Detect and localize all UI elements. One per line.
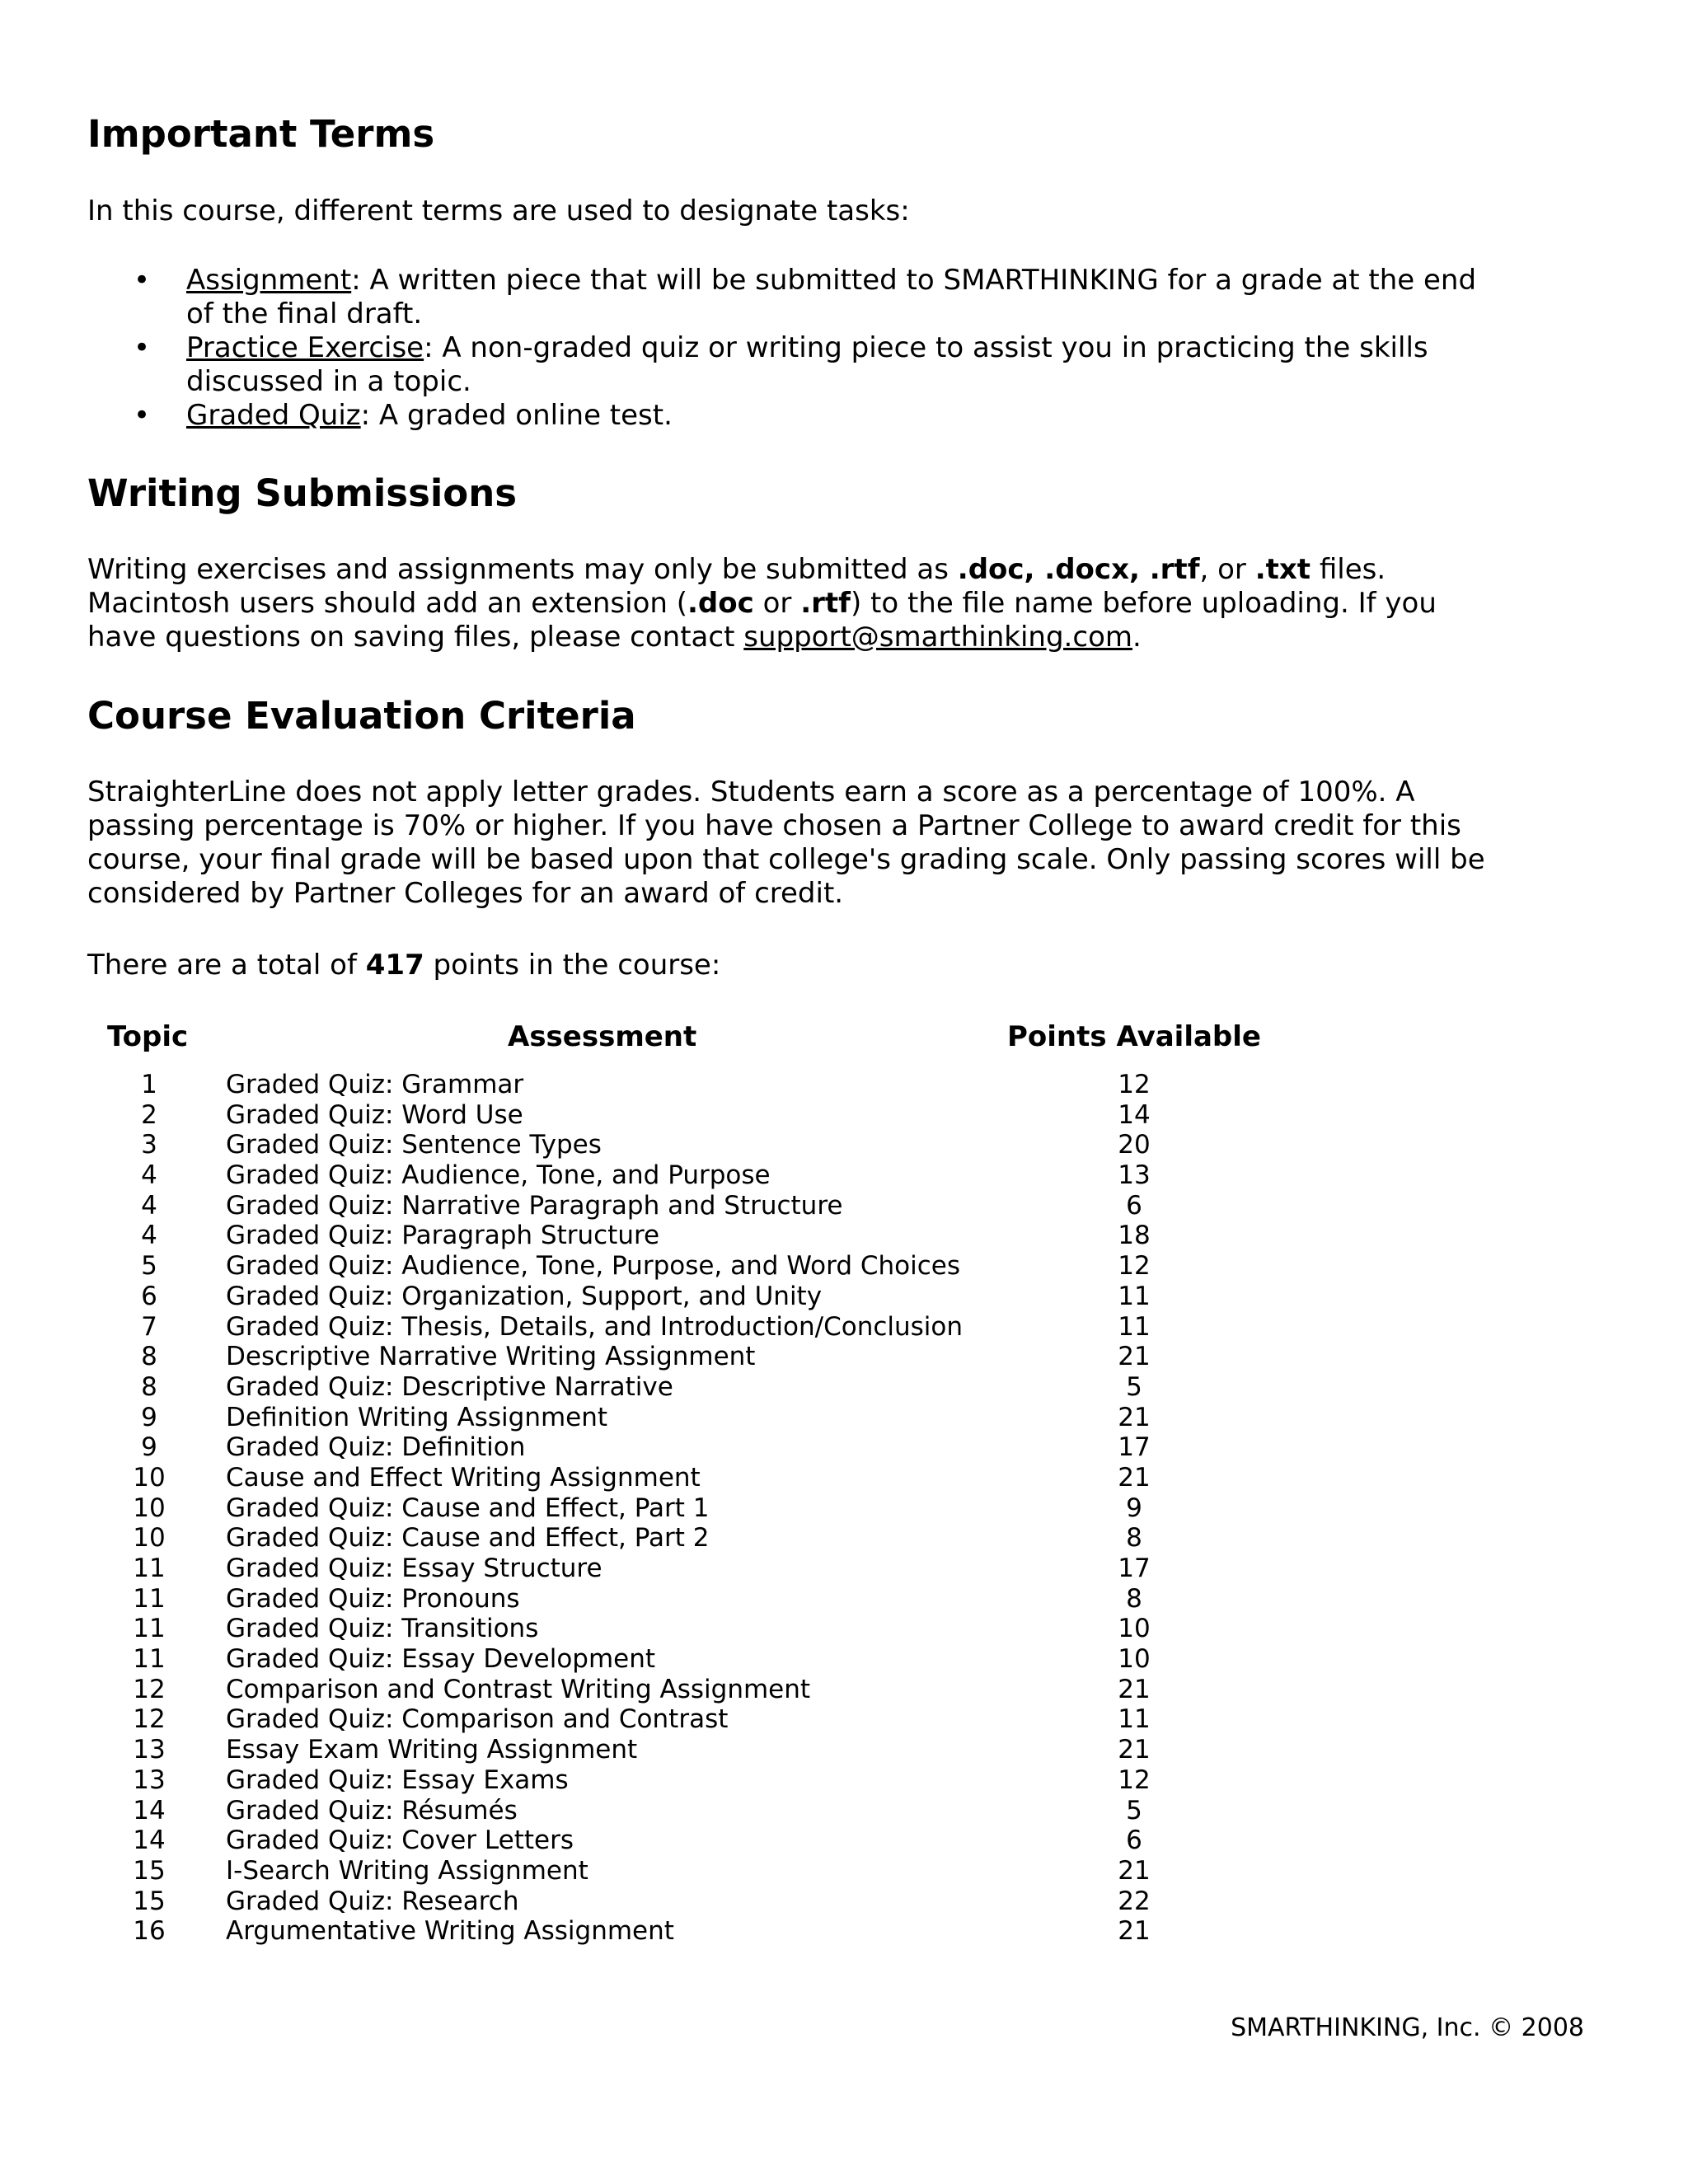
cell-assessment: Graded Quiz: Comparison and Contrast [226, 1704, 729, 1735]
cell-topic: 6 [141, 1281, 157, 1311]
text: Writing exercises and assignments may only be submitted as [87, 553, 958, 586]
support-email-link[interactable]: support@smarthinking.com [743, 621, 1132, 654]
cell-points: 6 [1126, 1825, 1142, 1856]
cell-points: 12 [1118, 1251, 1151, 1282]
cell-topic: 16 [133, 1916, 166, 1947]
cell-topic: 4 [141, 1160, 157, 1191]
cell-topic: 13 [133, 1765, 166, 1795]
evaluation-line-2: passing percentage is 70% or higher. If you have chosen a Partner College to award credit for this [87, 809, 1461, 842]
cell-assessment: Argumentative Writing Assignment [226, 1916, 674, 1947]
file-type-rtf: .rtf [800, 587, 851, 620]
cell-assessment: Graded Quiz: Definition [226, 1432, 526, 1463]
bullet-icon: • [134, 399, 151, 432]
terms-list [87, 264, 1476, 433]
cell-topic: 2 [141, 1099, 157, 1130]
cell-assessment: Graded Quiz: Essay Exams [226, 1765, 569, 1795]
cell-points: 21 [1118, 1402, 1151, 1432]
cell-topic: 5 [141, 1251, 157, 1282]
cell-topic: 8 [141, 1371, 157, 1402]
cell-assessment: Graded Quiz: Essay Structure [226, 1554, 603, 1583]
cell-topic: 11 [133, 1583, 166, 1614]
evaluation-line-3: course, your final grade will be based upon that college's grading scale. Only passing scores will be [87, 843, 1485, 876]
text: There are a total of [87, 949, 366, 982]
cell-points: 12 [1118, 1070, 1151, 1099]
cell-assessment: Graded Quiz: Cause and Effect, Part 1 [226, 1493, 710, 1523]
cell-topic: 14 [133, 1825, 166, 1856]
total-points-value: 417 [365, 949, 424, 982]
cell-topic: 9 [141, 1432, 157, 1463]
cell-topic: 7 [141, 1311, 157, 1342]
cell-assessment: Graded Quiz: Cover Letters [226, 1825, 574, 1856]
cell-points: 12 [1118, 1765, 1151, 1795]
cell-points: 17 [1118, 1432, 1151, 1463]
cell-points: 21 [1118, 1342, 1151, 1372]
cell-topic: 10 [133, 1462, 166, 1493]
list-item [87, 331, 1476, 399]
term-label: Assignment [186, 264, 352, 297]
heading-course-evaluation: Course Evaluation Criteria [87, 694, 636, 738]
text: have questions on saving files, please contact [87, 621, 744, 654]
term-definition-cont: discussed in a topic. [186, 365, 471, 398]
cell-assessment: Definition Writing Assignment [226, 1402, 608, 1432]
text: . [1132, 621, 1142, 654]
cell-assessment: Essay Exam Writing Assignment [226, 1735, 638, 1765]
cell-topic: 15 [133, 1855, 166, 1886]
evaluation-line-1: StraighterLine does not apply letter grades. Students earn a score as a percentage of 100%. A [87, 776, 1415, 808]
cell-points: 10 [1118, 1614, 1151, 1644]
cell-assessment: Graded Quiz: Grammar [226, 1070, 524, 1099]
cell-points: 21 [1118, 1674, 1151, 1704]
cell-assessment: Graded Quiz: Organization, Support, and Unity [226, 1281, 823, 1311]
cell-topic: 11 [133, 1554, 166, 1583]
cell-assessment: Graded Quiz: Descriptive Narrative [226, 1371, 673, 1402]
cell-assessment: Graded Quiz: Résumés [226, 1795, 518, 1825]
cell-points: 17 [1118, 1554, 1151, 1583]
cell-points: 18 [1118, 1221, 1151, 1251]
cell-assessment: I-Search Writing Assignment [226, 1855, 588, 1886]
cell-assessment: Graded Quiz: Pronouns [226, 1583, 520, 1614]
cell-topic: 9 [141, 1402, 157, 1432]
submissions-line-3 [87, 621, 1142, 654]
term-definition: : A written piece that will be submitted to SMARTHINKING for a grade at the end [351, 264, 1477, 297]
cell-topic: 4 [141, 1190, 157, 1221]
cell-assessment: Descriptive Narrative Writing Assignment [226, 1342, 756, 1372]
term-label: Practice Exercise [186, 331, 424, 364]
term-definition-cont: of the final draft. [186, 298, 423, 330]
column-header-topic: Topic [107, 1020, 189, 1053]
file-types: .doc, .docx, .rtf [957, 553, 1200, 586]
cell-assessment: Graded Quiz: Audience, Tone, and Purpose [226, 1160, 771, 1191]
cell-topic: 1 [141, 1070, 157, 1099]
cell-assessment: Graded Quiz: Paragraph Structure [226, 1221, 660, 1251]
cell-assessment: Graded Quiz: Transitions [226, 1614, 539, 1644]
cell-topic: 12 [133, 1704, 166, 1735]
text: files. [1311, 553, 1386, 586]
cell-points: 5 [1126, 1795, 1142, 1825]
text: or [753, 587, 801, 620]
cell-points: 13 [1118, 1160, 1151, 1191]
submissions-line-1 [87, 553, 1386, 587]
bullet-icon: • [134, 331, 151, 364]
cell-topic: 10 [133, 1493, 166, 1523]
cell-points: 22 [1118, 1886, 1151, 1916]
term-definition: : A graded online test. [360, 399, 673, 432]
heading-writing-submissions: Writing Submissions [87, 471, 518, 515]
cell-points: 21 [1118, 1462, 1151, 1493]
file-type-doc: .doc [687, 587, 754, 620]
cell-assessment: Cause and Effect Writing Assignment [226, 1462, 701, 1493]
cell-points: 10 [1118, 1644, 1151, 1675]
cell-topic: 12 [133, 1674, 166, 1704]
cell-topic: 11 [133, 1614, 166, 1644]
terms-intro: In this course, different terms are used to designate tasks: [87, 194, 910, 227]
cell-assessment: Graded Quiz: Cause and Effect, Part 2 [226, 1523, 710, 1554]
text: , or [1199, 553, 1255, 586]
heading-important-terms: Important Terms [87, 112, 435, 156]
file-type-txt: .txt [1254, 553, 1311, 586]
cell-assessment: Comparison and Contrast Writing Assignment [226, 1674, 811, 1704]
text: points in the course: [424, 949, 721, 982]
cell-assessment: Graded Quiz: Audience, Tone, Purpose, and Word Choices [226, 1251, 960, 1282]
cell-points: 6 [1126, 1190, 1142, 1221]
submissions-line-2 [87, 587, 1437, 621]
cell-points: 5 [1126, 1371, 1142, 1402]
cell-points: 14 [1118, 1099, 1151, 1130]
list-item [87, 399, 1476, 433]
cell-topic: 3 [141, 1130, 157, 1160]
list-item [87, 264, 1476, 331]
text: ) to the file name before uploading. If you [850, 587, 1437, 620]
cell-points: 11 [1118, 1311, 1151, 1342]
cell-topic: 10 [133, 1523, 166, 1554]
cell-topic: 11 [133, 1644, 166, 1675]
cell-assessment: Graded Quiz: Sentence Types [226, 1130, 602, 1160]
column-header-assessment: Assessment [508, 1020, 697, 1053]
cell-points: 20 [1118, 1130, 1151, 1160]
evaluation-line-4: considered by Partner Colleges for an award of credit. [87, 877, 844, 910]
cell-points: 21 [1118, 1855, 1151, 1886]
cell-topic: 13 [133, 1735, 166, 1765]
total-points [87, 949, 720, 982]
cell-assessment: Graded Quiz: Word Use [226, 1099, 523, 1130]
cell-points: 21 [1118, 1735, 1151, 1765]
footer-copyright: SMARTHINKING, Inc. © 2008 [1231, 2013, 1584, 2042]
cell-points: 11 [1118, 1281, 1151, 1311]
cell-topic: 15 [133, 1886, 166, 1916]
cell-assessment: Graded Quiz: Thesis, Details, and Introduction/Conclusion [226, 1311, 964, 1342]
cell-points: 9 [1126, 1493, 1142, 1523]
term-label: Graded Quiz [186, 399, 361, 432]
bullet-icon: • [134, 264, 151, 297]
cell-assessment: Graded Quiz: Essay Development [226, 1644, 656, 1675]
cell-points: 21 [1118, 1916, 1151, 1947]
text: Macintosh users should add an extension ( [87, 587, 688, 620]
cell-points: 8 [1126, 1583, 1142, 1614]
column-header-points: Points Available [1007, 1020, 1261, 1053]
cell-topic: 4 [141, 1221, 157, 1251]
cell-points: 8 [1126, 1523, 1142, 1554]
cell-assessment: Graded Quiz: Research [226, 1886, 519, 1916]
term-definition: : A non-graded quiz or writing piece to assist you in practicing the skills [424, 331, 1428, 364]
cell-topic: 14 [133, 1795, 166, 1825]
cell-assessment: Graded Quiz: Narrative Paragraph and Structure [226, 1190, 843, 1221]
cell-topic: 8 [141, 1342, 157, 1372]
cell-points: 11 [1118, 1704, 1151, 1735]
